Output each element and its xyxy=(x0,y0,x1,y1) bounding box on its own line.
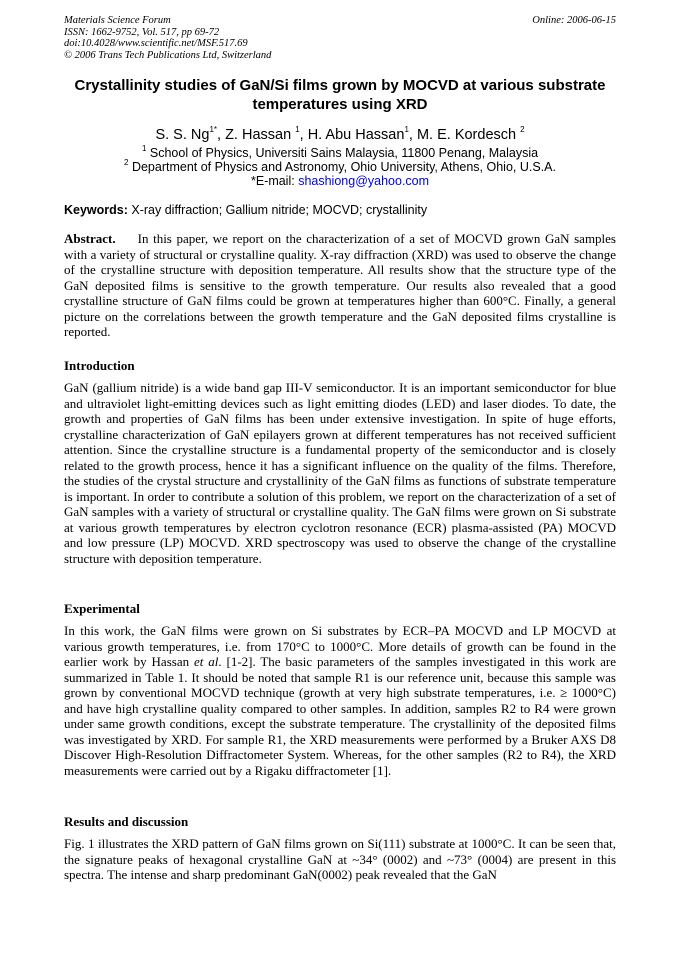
affiliation-1 xyxy=(64,143,616,161)
keywords-label: Keywords: xyxy=(64,203,128,217)
author-affiliation-mark: 2 xyxy=(520,125,525,135)
author-list: S. S. $Ng^{1*}$, Z. Hassan $^1$, H. Abu Hassan$^1$, M. E. Kordesch $^2$ xyxy=(155,125,525,143)
section-heading-experimental: Experimental xyxy=(64,601,140,616)
introduction-paragraph: GaN (gallium nitride) is a wide band gap III-V semiconductor. It is an important semiconductor for blue and ultraviolet light-emitting devices such as light emitting diodes (LED) and laser diodes. To date, the growth and properties of GaN films has been under extensive investigation. In spite of huge efforts, crystalline characterization of GaN epilayers grown at different temperatures has not received sufficient attention. Since the crystalline structure is a fundamental property of the semiconductor and is closely related to the growth process, hence it has a significant influence on the quality of the films. Therefore, the studies of the crystal structure and crystallinity of the GaN films as functions of substrate temperature is important. In order to contribute a solution of this problem, we report on the characterization of a set of GaN samples with a variety of structural or crystalline quality. The GaN films were grown on Si substrate at various growth temperatures by electron cyclotron resonance (ECR) plasma-assisted (PA) MOCVD and low pressure (LP) MOCVD. XRD spectroscopy was used to observe the change of the crystalline structure with deposition temperature. xyxy=(64,380,616,566)
results-paragraph: Fig. 1 illustrates the XRD pattern of GaN films grown on Si(111) substrate at 1000°C. It can be seen that, the signature peaks of hexagonal crystalline GaN at ~34° (0002) and ~73° (0004) are present in this spectra. The intense and sharp predominant GaN(0002) peak revealed that the GaN xyxy=(64,836,616,882)
section-heading-introduction: Introduction xyxy=(64,358,135,373)
email-label: *E-mail: xyxy=(250,174,295,188)
experimental-text: In this work, the GaN films were grown on Si substrates by ECR–PA MOCVD and LP MOCVD at various growth temperatures, i.e. from 170°C to 1000°C. More details of growth can be found in the earlier work by Hassan xyxy=(64,623,616,669)
affiliation-mark: 2 xyxy=(124,157,129,167)
copyright-line: © 2006 Trans Tech Publications Ltd, Switzerland xyxy=(64,49,272,61)
author-affiliation-mark: 1* xyxy=(209,125,217,135)
keywords xyxy=(64,203,616,218)
issn-line: ISSN: 1662-9752, Vol. 517, pp 69-72 xyxy=(64,26,220,38)
journal-name: Materials Science Forum xyxy=(64,15,171,26)
experimental-text: . [1-2]. The basic parameters of the samples investigated in this work are summarized in Table 1. It should be noted that sample R1 is our reference unit, because this sample was grown by conventional MOCVD technique (growth at very high substrate temperatures, i.e. ≥ 1000°C) and have high crystalline quality compared to other samples. In addition, samples R2 to R4 were grown under same growth conditions, except the substrate temperature. The crystallinity of the deposited films was investigated by XRD. For sample R1, the XRD measurements were performed by a Bruker AXS D8 Discover High-Resolution Diffractometer System. Whereas, for the other samples (R2 to R4), the XRD measurements were carried out by a Rigaku diffractometer [1]. xyxy=(64,654,616,778)
paper-title: Crystallinity studies of GaN/Si films grown by MOCVD at various substrate temperatures using XRD xyxy=(74,77,606,113)
section-heading-results: Results and discussion xyxy=(64,814,189,829)
abstract xyxy=(64,231,616,340)
author-name: S. S. Ng xyxy=(155,127,210,143)
author-name: M. E. Kordesch xyxy=(416,127,517,143)
contact-email xyxy=(64,174,616,189)
experimental-etal: et al xyxy=(193,654,219,669)
affiliation-text: School of Physics, Universiti Sains Malaysia, 11800 Penang, Malaysia xyxy=(149,146,539,160)
affiliation-mark: 1 xyxy=(141,143,147,153)
doi-line[interactable]: doi:10.4028/www.scientific.net/MSF.517.69 xyxy=(64,38,248,50)
affiliation-text: Department of Physics and Astronomy, Ohio University, Athens, Ohio, U.S.A. xyxy=(131,160,556,174)
experimental-paragraph xyxy=(64,623,616,778)
author-affiliation-mark: 1 xyxy=(295,125,300,135)
author-affiliation-mark: 1 xyxy=(404,125,409,135)
abstract-text: In this paper, we report on the characterization of a set of MOCVD grown GaN samples with a variety of structural or crystalline quality. X-ray diffraction (XRD) was used to observe the change of the crystalline structure with deposition temperature. All results show that the structure type of the GaN deposited films is sensitive to the growth temperature. Our results also revealed that a good crystalline structure of GaN films could be grown at temperatures higher than 600°C. Finally, a general picture on the correlations between the growth temperature and the GaN deposited films crystalline is reported. xyxy=(64,231,616,339)
email-link[interactable]: shashiong@yahoo.com xyxy=(298,174,430,188)
abstract-label: Abstract. xyxy=(64,231,116,246)
online-date: Online: 2006-06-15 xyxy=(532,15,616,26)
keywords-text: X-ray diffraction; Gallium nitride; MOCVD; crystallinity xyxy=(131,203,428,217)
journal-header xyxy=(64,15,616,61)
author-name: H. Abu Hassan xyxy=(307,127,405,143)
author-name: Z. Hassan xyxy=(225,127,292,143)
affiliation-2 xyxy=(64,157,616,175)
